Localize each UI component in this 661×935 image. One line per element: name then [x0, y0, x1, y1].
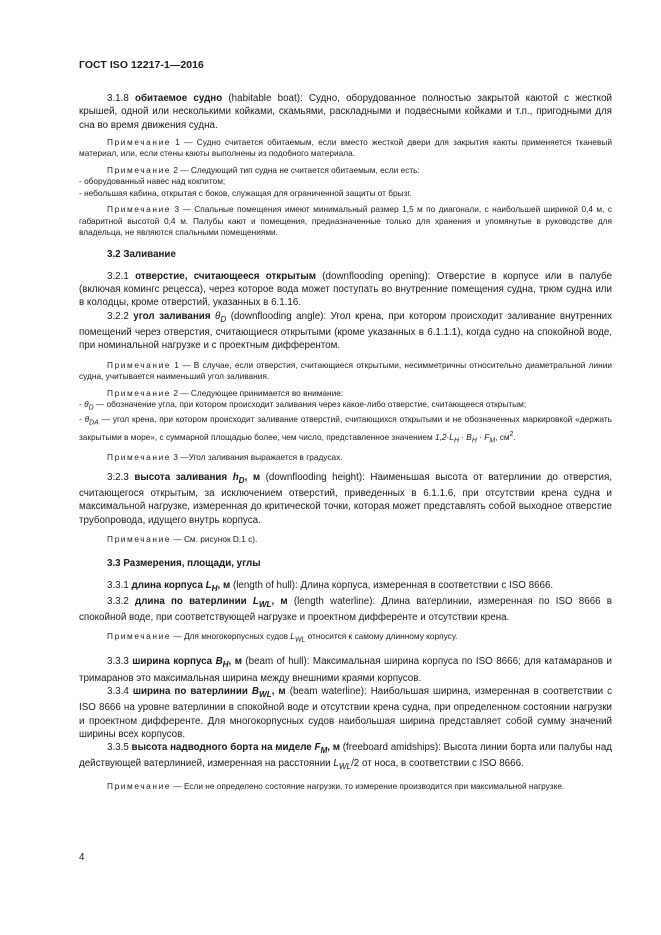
definition-3-3-5	[79, 741, 612, 774]
note-list-item: - небольшая кабина, открытая с боков, служащая для ограниченной защиты от брызг.	[79, 187, 412, 198]
list-text: — обозначение угла, при котором происходит заливания через какое-либо отверстие, считающееся открытым;	[93, 399, 527, 410]
symbol: L	[333, 758, 339, 770]
note-text: Следующее принимается во внимание:	[190, 387, 344, 398]
symbol-subscript: H	[211, 583, 218, 593]
term: ширина корпуса	[132, 656, 216, 668]
symbol-subscript: D	[88, 404, 94, 412]
symbol: h	[232, 471, 239, 483]
formula: 1,2·L	[435, 432, 454, 443]
definition-3-1-8	[79, 92, 612, 132]
symbol: L	[290, 631, 296, 642]
definition-text: (downflooding height): Наименьшая высота от ватерлинии до отверстия, считающегося открытым, за исключением отверстий, приведенных в 6.1.1.6, при отсутствии крена судна и максимальной нагрузке, измеренная до критической точки, которая может представлять собой выходное отверстие трубопровода, идущего внутрь корпуса.	[79, 471, 612, 526]
page-number: 4	[79, 852, 85, 863]
note-label: Примечание	[107, 452, 172, 463]
clause-number: 3.3.2	[107, 595, 135, 607]
formula: · B	[458, 432, 472, 443]
symbol: B	[215, 656, 223, 668]
definition-3-3-3	[79, 655, 612, 685]
list-dash: -	[79, 399, 85, 410]
formula-unit: , см	[495, 432, 510, 443]
note-text: относится к самому длинному корпусу.	[305, 631, 458, 642]
note-label: Примечание	[107, 204, 172, 215]
note-3-1-8-3	[79, 204, 612, 239]
note-number: 3 —	[171, 204, 195, 215]
section-heading-3-2: 3.2 Заливание	[107, 248, 176, 260]
term: отверстие, считающееся открытым	[135, 270, 316, 282]
definition-text: /2 от носа, в соответствии с ISO 8666.	[351, 758, 524, 770]
unit: , м	[327, 742, 341, 754]
term: длина корпуса	[131, 579, 206, 591]
formula-subscript: H	[453, 437, 459, 445]
definition-text: (length waterline): Длина ватерлинии, измеренная по ISO 8666 в спокойной воде, при соответствующей нагрузке и проектном дифференте и отсутствии крена.	[79, 595, 612, 623]
clause-number: 3.3.1	[107, 579, 132, 591]
symbol: L	[252, 595, 259, 607]
note-label: Примечание	[107, 387, 172, 398]
symbol-subscript: D	[238, 475, 245, 485]
document-header: ГОСТ ISO 12217-1—2016	[79, 60, 204, 71]
note-3-3-2	[79, 631, 612, 646]
term: ширина по ватерлинии	[132, 686, 252, 697]
symbol: θ	[84, 414, 90, 425]
symbol-subscript: WL	[259, 689, 272, 699]
note-label: Примечание	[107, 534, 172, 544]
formula-period: .	[513, 432, 516, 443]
clause-number: 3.3.4	[107, 686, 133, 697]
formula-subscript: M	[489, 437, 496, 445]
note-label: Примечание	[107, 631, 172, 642]
note-label: Примечание	[107, 780, 172, 791]
note-number: 1 —	[171, 359, 194, 370]
note-text: Спальные помещения имеют минимальный размер 1,5 м по диагонали, с наибольшей шириной 0,4 м, с габаритной высотой 0,4 м. Палубы кают и помещения, предназначенные только для хранения и упомянутые в руководстве для владельца, не являются спальными помещениями.	[79, 204, 612, 238]
clause-number: 3.3.3	[107, 656, 133, 668]
note-text: — Если не определено состояние нагрузки, то измерение производится при максимальной нагрузке.	[171, 780, 565, 791]
note-label: Примечание	[107, 164, 172, 175]
formula-superscript: 2	[509, 431, 514, 439]
unit: , м	[271, 595, 288, 607]
clause-number: 3.1.8	[107, 93, 136, 104]
clause-number: 3.3.5	[107, 742, 132, 754]
symbol-subscript: D	[220, 314, 227, 324]
symbol-subscript: WL	[258, 599, 272, 609]
formula: · F	[476, 432, 490, 443]
note-3-1-8-2	[79, 165, 612, 177]
definition-text: (beam waterline): Наибольшая ширина, измеренная в соответствии с ISO 8666 на уровне ватерлинии в спокойной воде и отсутствии крена судна, при определенном состоянии нагрузки и проектном дифференте. Для многокорпусных судов наибольшая ширина представляет собой сумму значений ширины всех корпусов.	[79, 686, 613, 740]
unit: , м	[271, 686, 286, 697]
definition-text: (freeboard amidships): Высота линии борта или палубы над действующей ватерлинией, измеренная на расстоянии	[79, 742, 612, 770]
note-list-item	[79, 414, 612, 447]
definition-3-2-3	[79, 471, 612, 527]
definition-3-3-1	[79, 579, 612, 595]
term: высота заливания	[134, 471, 233, 483]
symbol: θ	[84, 399, 89, 410]
unit: , м	[217, 579, 231, 591]
symbol: θ	[215, 310, 221, 322]
note-number: 2 —	[171, 164, 191, 175]
symbol: B	[251, 686, 259, 697]
note-list-item: - оборудованный навес над кокпитом;	[79, 176, 226, 187]
definition-text: (downflooding opening): Отверстие в корпусе или в палубе (включая комингс рецесса), через которое вода может поступать во внутренние помещения судна, трюм судна или в колодцы, кроме отверстий, указанных в 6.1.16.	[79, 270, 612, 309]
note-3-2-2-2	[79, 388, 612, 400]
list-text: — угол крена, при котором происходит заливание отверстий, считающихся открытыми и не обозначенных маркировкой «держать закрытыми в море», с суммарной площадью более, чем число, представленное значением	[79, 414, 612, 443]
symbol-subscript: WL	[295, 636, 306, 644]
note-text: — См. рисунок D.1 с).	[171, 534, 258, 544]
note-text: Угол заливания выражается в градусах.	[188, 452, 343, 463]
note-text: В случае, если отверстия, считающиеся открытыми, несимметричны относительно диаметральной линии судна, учитывается наименьший угол заливания.	[79, 359, 612, 382]
definition-3-2-2	[79, 310, 612, 353]
term: угол заливания	[133, 310, 216, 322]
note-3-2-2-1	[79, 360, 612, 383]
note-text: Судно считается обитаемым, если вместо жесткой двери для закрытия каюты применяется тканевый материал, или, если стены каюты выполнены из подобного материала.	[79, 136, 613, 159]
definition-3-3-4	[79, 685, 612, 741]
clause-number: 3.2.2	[107, 310, 134, 322]
definition-3-3-2	[79, 595, 612, 625]
symbol-subscript: M	[320, 746, 328, 756]
clause-number: 3.2.3	[107, 471, 135, 483]
note-number: 2 —	[171, 387, 191, 398]
clause-number: 3.2.1	[107, 270, 136, 282]
term: обитаемое судно	[135, 93, 223, 104]
term: длина по ватерлинии	[134, 595, 253, 607]
note-3-3-5	[79, 781, 612, 793]
unit: , м	[228, 656, 242, 668]
symbol-subscript: H	[222, 660, 229, 670]
note-3-1-8-1	[79, 137, 612, 160]
note-number: 1 —	[171, 136, 197, 147]
note-label: Примечание	[107, 136, 172, 147]
note-list-item	[79, 399, 612, 414]
symbol: F	[314, 742, 321, 754]
symbol-subscript: DA	[89, 419, 99, 427]
symbol-subscript: WL	[338, 762, 352, 772]
section-heading-3-3: 3.3 Размерения, площади, углы	[107, 557, 261, 569]
formula-subscript: H	[471, 437, 477, 445]
note-3-2-2-3	[79, 452, 612, 464]
definition-text: (beam of hull): Максимальная ширина корпуса по ISO 8666; для катамаранов и тримаранов это максимальная ширина между внешними краями корпусов.	[79, 656, 612, 684]
unit: , м	[244, 471, 261, 483]
definition-text: (habitable boat): Судно, оборудованное полностью закрытой каютой с жесткой крышей, одной или несколькими койками, скамьями, раскладными и подвесными койками и т.п., пригодными для сна во время движения судна.	[79, 93, 612, 131]
note-3-2-3	[79, 534, 612, 546]
term: высота надводного борта на миделе	[131, 742, 315, 754]
note-label: Примечание	[107, 359, 172, 370]
definition-3-2-1	[79, 270, 612, 310]
symbol: L	[205, 579, 212, 591]
list-dash: -	[79, 414, 85, 425]
document-content	[79, 92, 612, 792]
note-text: — Для многокорпусных судов	[171, 631, 291, 642]
note-number: 3 —	[171, 452, 189, 463]
note-text: Следующий тип судна не считается обитаемым, если есть:	[190, 164, 420, 175]
definition-text: (downflooding angle): Угол крена, при котором происходит заливание внутренних помещений через отверстия, считающиеся открытыми (кроме указанных в 6.1.1.1), когда судно на спокойной воде, при номинальной нагрузке и с проектным дифферентом.	[79, 310, 612, 352]
definition-text: (length of hull): Длина корпуса, измеренная в соответствии с ISO 8666.	[230, 579, 554, 591]
